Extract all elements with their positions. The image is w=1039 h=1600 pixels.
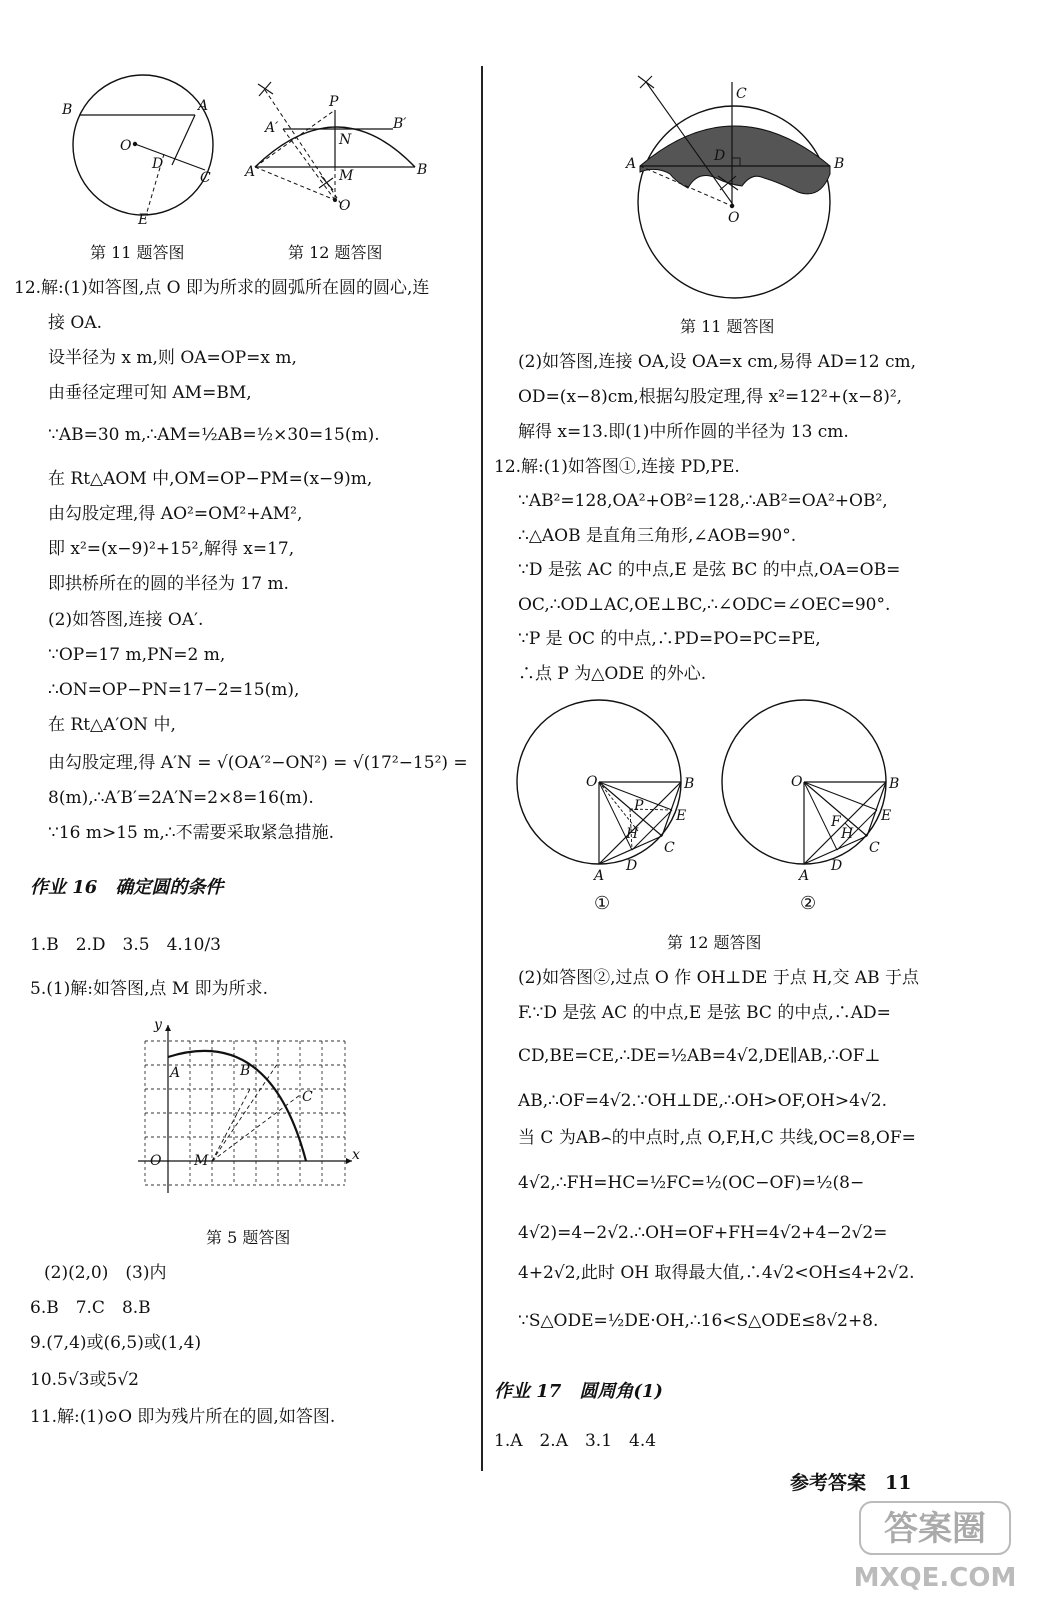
fig12r-caption: 第 12 题答图	[667, 933, 762, 952]
fig5-grid-diagram	[130, 1015, 370, 1200]
fig5-label-C: C	[302, 1089, 313, 1105]
fig5-label-x: x	[352, 1147, 360, 1163]
right-line-7: ∵D 是弦 AC 的中点,E 是弦 BC 的中点,OA=OB=	[518, 560, 901, 580]
fig12r1-label-P: P	[634, 798, 644, 814]
answers-17: 1.A 2.A 3.1 4.4	[494, 1431, 657, 1451]
right-line-6: ∴△AOB 是直角三角形,∠AOB=90°.	[518, 526, 797, 546]
left-line-15: 8(m),∴A′B′=2A′N=2×8=16(m).	[48, 788, 314, 808]
left-line-13: 在 Rt△A′ON 中,	[48, 715, 176, 735]
right-line-2: OD=(x−8)cm,根据勾股定理,得 x²=12²+(x−8)²,	[518, 387, 903, 407]
left-line-3: 设半径为 x m,则 OA=OP=x m,	[48, 348, 297, 368]
right-line-3: 解得 x=13.即(1)中所作圆的半径为 13 cm.	[518, 422, 849, 442]
answers-16-1-4: 1.B 2.D 3.5 4.10/3	[30, 935, 221, 955]
right-line2-6: 4√2,∴FH=HC=½FC=½(OC−OF)=½(8−	[518, 1173, 865, 1193]
right-line-5: ∵AB²=128,OA²+OB²=128,∴AB²=OA²+OB²,	[518, 491, 888, 511]
column-divider	[481, 66, 483, 1471]
left-line-7: 由勾股定理,得 AO²=OM²+AM²,	[48, 504, 303, 524]
fig12r2-label-D: D	[831, 858, 843, 874]
fig5-label-O: O	[150, 1153, 162, 1169]
fig12r1-label-O: O	[586, 774, 598, 790]
right-line2-8: 4+2√2,此时 OH 取得最大值,∴4√2<OH≤4+2√2.	[518, 1263, 915, 1283]
fig12r1-label-E: E	[676, 808, 687, 824]
left-line-1: 12.解:(1)如答图,点 O 即为所求的圆弧所在圆的圆心,连	[14, 278, 430, 298]
fig12r2-label-H: H	[841, 826, 854, 842]
fig12-label-B2: B′	[393, 116, 407, 132]
left-line-4: 由垂径定理可知 AM=BM,	[48, 383, 252, 403]
fig12-label-M: M	[339, 168, 354, 184]
right-line2-9: ∵S△ODE=½DE·OH,∴16<S△ODE≤8√2+8.	[518, 1311, 879, 1331]
fig12-sub1: ①	[594, 893, 611, 914]
fig12r2-label-A: A	[799, 868, 810, 884]
right-line2-1: (2)如答图②,过点 O 作 OH⊥DE 于点 H,交 AB 于点	[518, 968, 920, 988]
section-16-heading: 作业 16 确定圆的条件	[30, 877, 224, 898]
left-line-14: 由勾股定理,得 A′N = √(OA′²−ON²) = √(17²−15²) =	[48, 753, 468, 773]
fig12-label-P: P	[329, 94, 339, 110]
fig12r1-label-A: A	[594, 868, 605, 884]
left-line-9: 即拱桥所在的圆的半径为 17 m.	[48, 574, 289, 594]
left-line2-3: 9.(7,4)或(6,5)或(1,4)	[30, 1333, 202, 1353]
fig12-label-B: B	[417, 162, 428, 178]
right-line-8: OC,∴OD⊥AC,OE⊥BC,∴∠ODC=∠OEC=90°.	[518, 595, 891, 615]
fig11-caption: 第 11 题答图	[90, 243, 185, 262]
fig11r-label-C: C	[736, 86, 747, 102]
fig12-circle-2	[719, 700, 909, 890]
fig11-label-B: B	[62, 102, 73, 118]
right-line-1: (2)如答图,连接 OA,设 OA=x cm,易得 AD=12 cm,	[518, 352, 917, 372]
fig12-circle-1	[514, 700, 704, 890]
fig12r2-label-F: F	[831, 814, 841, 830]
answers-16-5: 5.(1)解:如答图,点 M 即为所求.	[30, 979, 269, 999]
fig5-label-M: M	[194, 1153, 209, 1169]
fig12r1-label-D: D	[626, 858, 638, 874]
fig11r-label-A: A	[626, 156, 637, 172]
section-17-heading: 作业 17 圆周角(1)	[494, 1381, 663, 1402]
fig12r2-label-E: E	[881, 808, 892, 824]
right-line2-7: 4√2)=4−2√2.∴OH=OF+FH=4√2+4−2√2=	[518, 1223, 888, 1243]
right-line2-5: 当 C 为AB⌢的中点时,点 O,F,H,C 共线,OC=8,OF=	[518, 1128, 916, 1148]
fig12-caption: 第 12 题答图	[288, 243, 383, 262]
fig12r2-label-O: O	[791, 774, 803, 790]
fig12r2-label-B: B	[889, 776, 900, 792]
right-line2-3: CD,BE=CE,∴DE=½AB=4√2,DE∥AB,∴OF⊥	[518, 1046, 881, 1066]
fig12r1-label-B: B	[684, 776, 695, 792]
fig11-circle-diagram	[60, 70, 220, 240]
fig11-label-D: D	[152, 156, 164, 172]
left-line-8: 即 x²=(x−9)²+15²,解得 x=17,	[48, 539, 295, 559]
left-line2-2: 6.B 7.C 8.B	[30, 1298, 151, 1318]
left-line-11: ∵OP=17 m,PN=2 m,	[48, 645, 226, 665]
left-line-2: 接 OA.	[48, 313, 103, 333]
fig12r2-label-C: C	[869, 840, 880, 856]
left-line-16: ∵16 m>15 m,∴不需要采取紧急措施.	[48, 823, 334, 843]
fig11-label-E: E	[138, 212, 149, 228]
fig11r-label-B: B	[834, 156, 845, 172]
fig11r-label-D: D	[714, 148, 726, 164]
fig12-label-A2: A′	[265, 120, 279, 136]
left-line2-4: 10.5√3或5√2	[30, 1370, 139, 1390]
fig5-label-B: B	[240, 1063, 251, 1079]
fig12-label-A: A	[245, 164, 256, 180]
right-line-4: 12.解:(1)如答图①,连接 PD,PE.	[494, 457, 740, 477]
left-line2-5: 11.解:(1)⊙O 即为残片所在的圆,如答图.	[30, 1407, 336, 1427]
watermark-logo	[830, 1498, 1030, 1594]
right-line2-2: F.∵D 是弦 AC 的中点,E 是弦 BC 的中点,∴AD=	[518, 1003, 891, 1023]
fig11-label-O: O	[120, 138, 132, 154]
fig5-label-A: A	[170, 1065, 181, 1081]
fig11-fragment-diagram	[624, 74, 844, 304]
fig12-arch-diagram	[243, 72, 433, 222]
fig12r1-label-H: H	[626, 826, 639, 842]
left-line-5: ∵AB=30 m,∴AM=½AB=½×30=15(m).	[48, 425, 380, 445]
fig11r-label-O: O	[728, 210, 740, 226]
fig12-label-N: N	[339, 132, 352, 148]
fig5-label-y: y	[154, 1017, 162, 1033]
right-line2-4: AB,∴OF=4√2.∵OH⊥DE,∴OH>OF,OH>4√2.	[518, 1091, 888, 1111]
right-line-10: ∴点 P 为△ODE 的外心.	[518, 664, 707, 684]
right-line-9: ∵P 是 OC 的中点,∴PD=PO=PC=PE,	[518, 629, 821, 649]
left-line-10: (2)如答图,连接 OA′.	[48, 610, 204, 630]
fig12-sub2: ②	[800, 893, 817, 914]
fig12-label-O: O	[339, 198, 351, 214]
page-footer: 参考答案 11	[790, 1472, 912, 1494]
left-line2-1: (2)(2,0) (3)内	[44, 1263, 167, 1283]
watermark-text: 答案圈	[884, 1509, 986, 1549]
fig11-label-C: C	[200, 170, 211, 186]
left-line-6: 在 Rt△AOM 中,OM=OP−PM=(x−9)m,	[48, 469, 373, 489]
fig11-label-A: A	[198, 98, 209, 114]
left-line-12: ∴ON=OP−PN=17−2=15(m),	[48, 680, 300, 700]
fig5-caption: 第 5 题答图	[206, 1228, 291, 1247]
fig11r-caption: 第 11 题答图	[680, 317, 775, 336]
watermark-url: MXQE.COM	[853, 1563, 1017, 1593]
fig12r1-label-C: C	[664, 840, 675, 856]
